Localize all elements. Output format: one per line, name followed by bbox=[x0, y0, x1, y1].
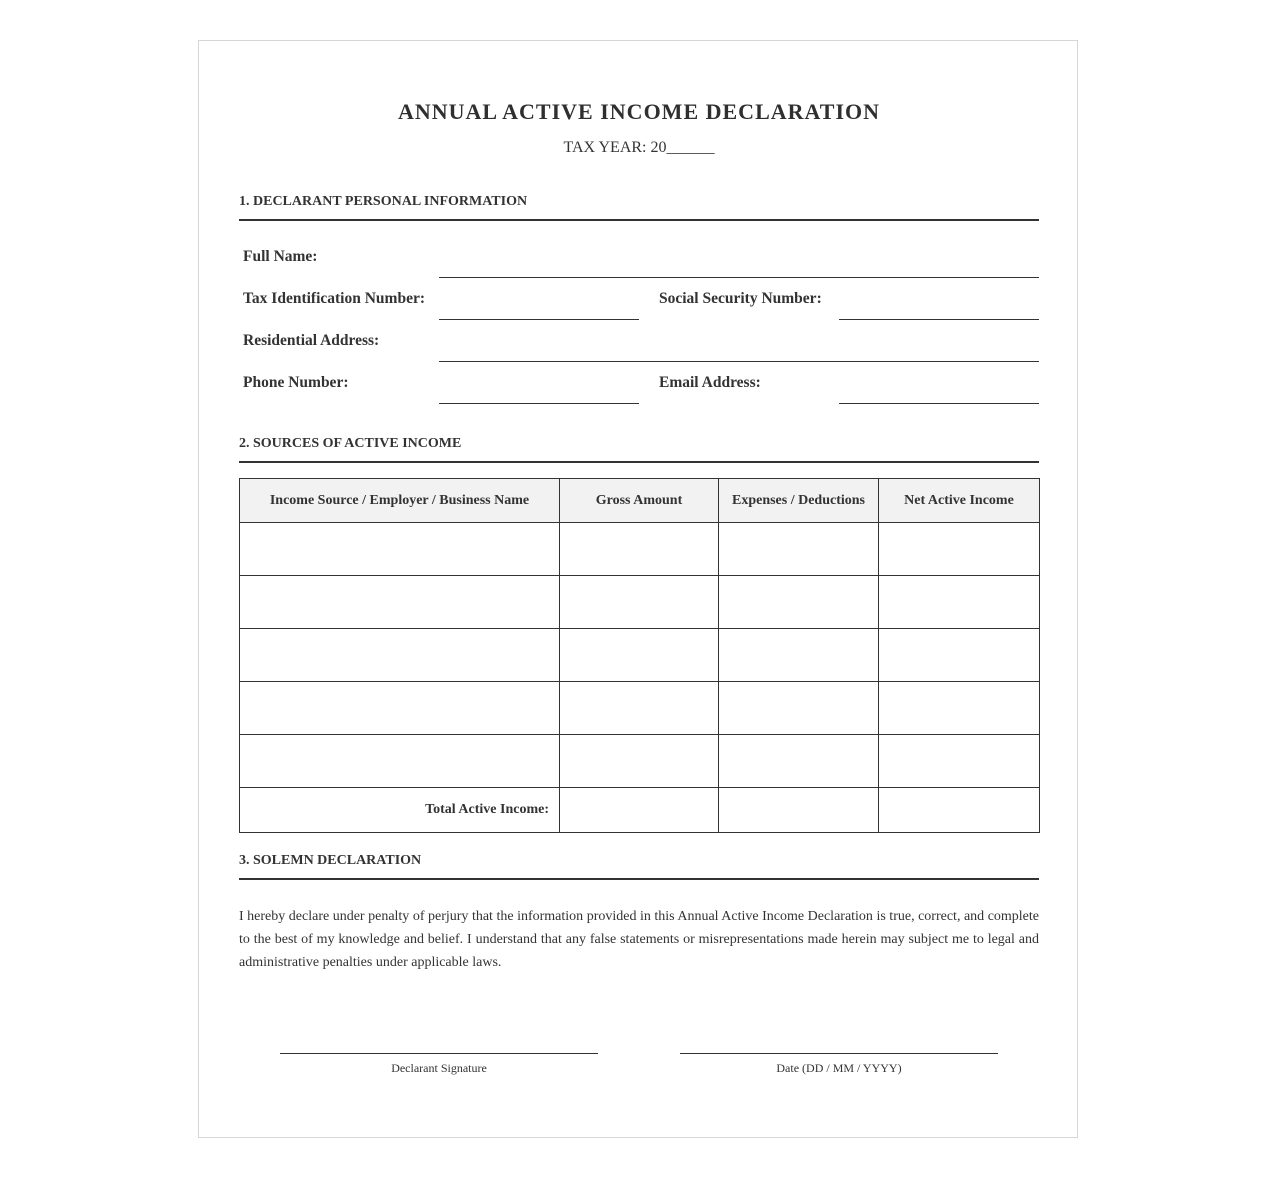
income-source-cell[interactable] bbox=[240, 576, 560, 629]
gross-amount-cell[interactable] bbox=[560, 735, 719, 788]
expenses-cell[interactable] bbox=[719, 576, 879, 629]
expenses-cell[interactable] bbox=[719, 735, 879, 788]
phone-label: Phone Number: bbox=[243, 374, 349, 391]
income-source-cell[interactable] bbox=[240, 523, 560, 576]
expenses-cell[interactable] bbox=[719, 682, 879, 735]
section-heading-personal-info: 1. DECLARANT PERSONAL INFORMATION bbox=[239, 194, 1039, 221]
table-row bbox=[240, 523, 1040, 576]
net-income-cell[interactable] bbox=[879, 629, 1040, 682]
section-heading-declaration: 3. SOLEMN DECLARATION bbox=[239, 853, 1039, 880]
gross-amount-cell[interactable] bbox=[560, 576, 719, 629]
document-title: ANNUAL ACTIVE INCOME DECLARATION bbox=[397, 99, 881, 124]
email-field[interactable] bbox=[839, 403, 1039, 404]
net-income-cell[interactable] bbox=[879, 735, 1040, 788]
declaration-text: I hereby declare under penalty of perjury that the information provided in this Annual Active Income Declaration is true, correct, and complete to the best of my knowledge and belief. I understand that any false statements or misrepresentations made herein may subject me to legal and administrative penalties under applicable laws. bbox=[239, 909, 1039, 970]
tax-id-label: Tax Identification Number: bbox=[243, 290, 425, 307]
column-header-gross-amount: Gross Amount bbox=[560, 479, 719, 523]
total-row bbox=[240, 788, 1040, 833]
section-heading-income: 2. SOURCES OF ACTIVE INCOME bbox=[239, 436, 1039, 463]
table-row bbox=[240, 576, 1040, 629]
full-name-label: Full Name: bbox=[243, 248, 318, 265]
expenses-cell[interactable] bbox=[719, 523, 879, 576]
signature-label: Declarant Signature bbox=[391, 1061, 487, 1075]
income-source-cell[interactable] bbox=[240, 735, 560, 788]
total-active-income-label: Total Active Income: bbox=[240, 788, 560, 833]
date-label: Date (DD / MM / YYYY) bbox=[776, 1061, 902, 1075]
phone-field[interactable] bbox=[439, 403, 639, 404]
tax-year-field[interactable]: TAX YEAR: 20______ bbox=[563, 139, 715, 156]
table-row bbox=[240, 735, 1040, 788]
income-table-header-row bbox=[240, 479, 1040, 523]
ssn-field[interactable] bbox=[839, 319, 1039, 320]
date-field[interactable] bbox=[680, 1053, 998, 1054]
signature-field[interactable] bbox=[280, 1053, 598, 1054]
table-row bbox=[240, 682, 1040, 735]
address-field[interactable] bbox=[439, 361, 1039, 362]
gross-amount-cell[interactable] bbox=[560, 682, 719, 735]
gross-amount-cell[interactable] bbox=[560, 523, 719, 576]
total-net-income-cell[interactable] bbox=[879, 788, 1040, 833]
expenses-cell[interactable] bbox=[719, 629, 879, 682]
income-source-cell[interactable] bbox=[240, 682, 560, 735]
table-row bbox=[240, 629, 1040, 682]
total-expenses-cell[interactable] bbox=[719, 788, 879, 833]
gross-amount-cell[interactable] bbox=[560, 629, 719, 682]
email-label: Email Address: bbox=[659, 374, 761, 391]
net-income-cell[interactable] bbox=[879, 576, 1040, 629]
full-name-field[interactable] bbox=[439, 277, 1039, 278]
net-income-cell[interactable] bbox=[879, 523, 1040, 576]
column-header-expenses: Expenses / Deductions bbox=[719, 479, 879, 523]
column-header-income-source: Income Source / Employer / Business Name bbox=[240, 479, 560, 523]
form-page bbox=[198, 40, 1078, 1138]
ssn-label: Social Security Number: bbox=[659, 290, 822, 307]
column-header-net-income: Net Active Income bbox=[879, 479, 1040, 523]
income-table bbox=[239, 478, 1040, 833]
tax-id-field[interactable] bbox=[439, 319, 639, 320]
net-income-cell[interactable] bbox=[879, 682, 1040, 735]
total-gross-amount-cell[interactable] bbox=[560, 788, 719, 833]
address-label: Residential Address: bbox=[243, 332, 380, 349]
income-source-cell[interactable] bbox=[240, 629, 560, 682]
